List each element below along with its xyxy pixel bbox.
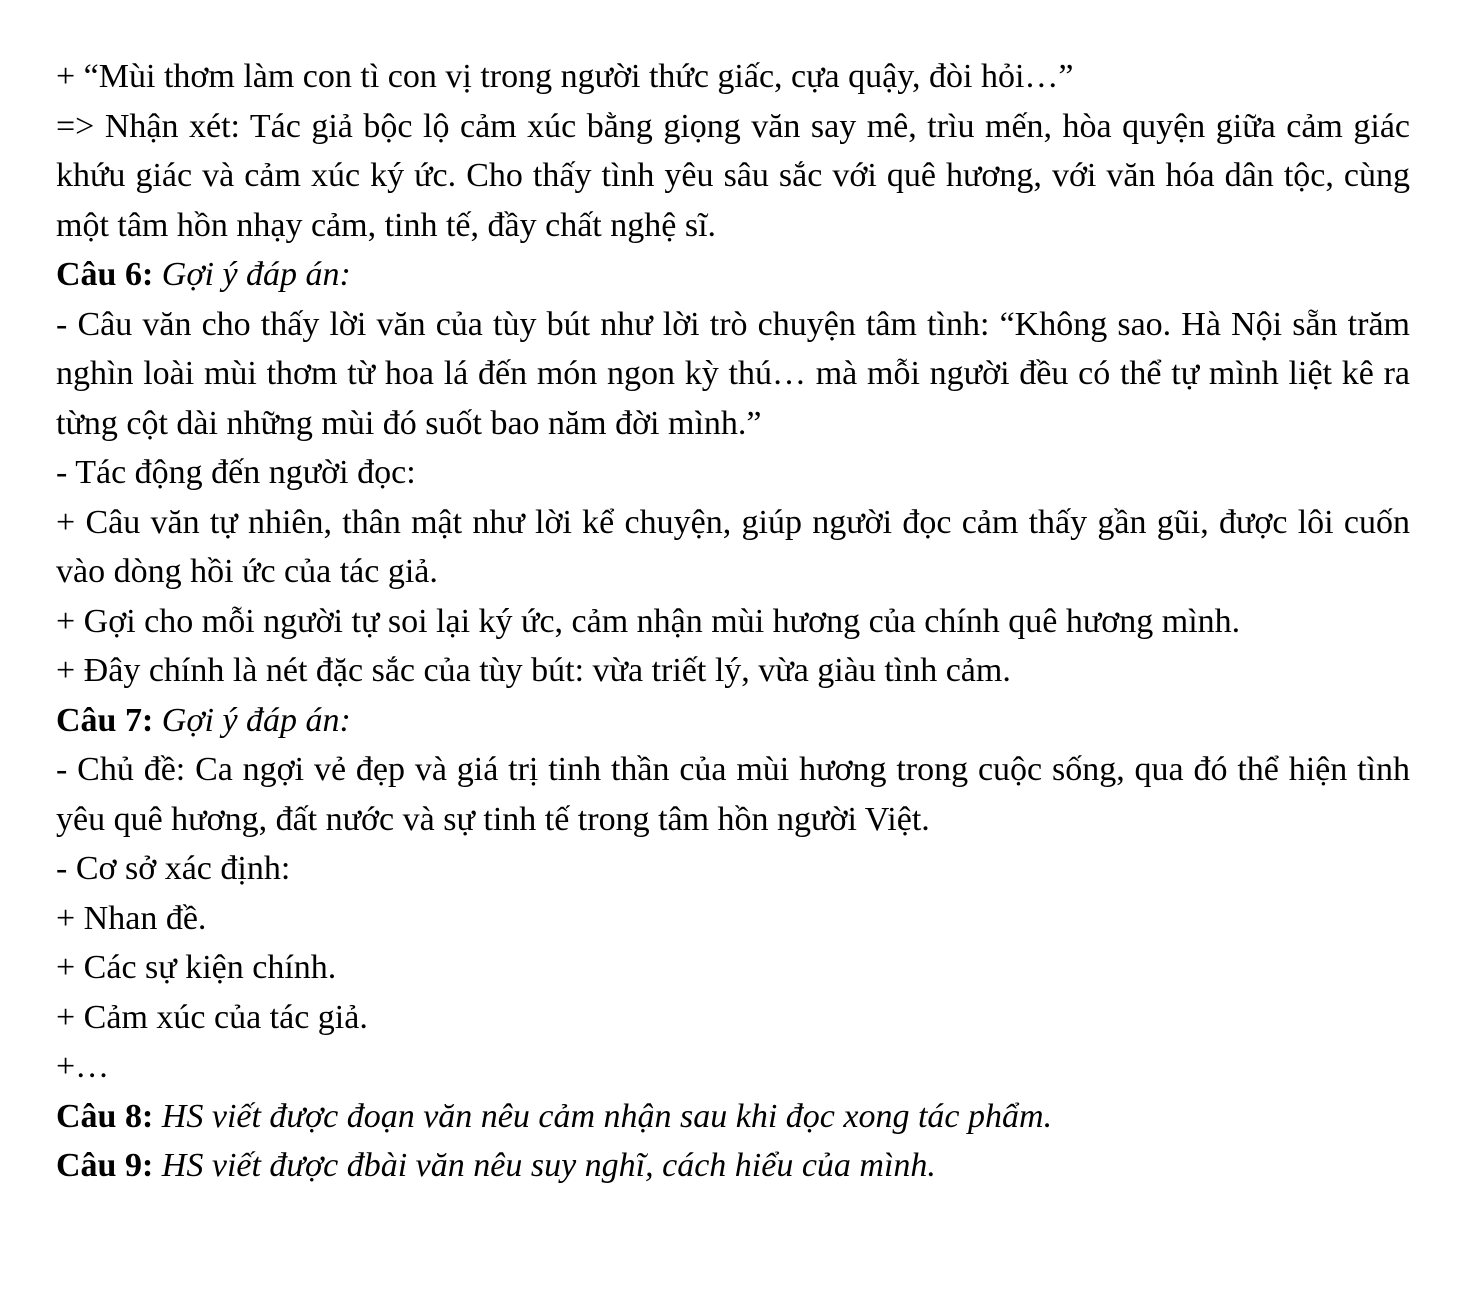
quote-line: + “Mùi thơm làm con tì con vị trong người thức giấc, cựa quậy, đòi hỏi…” [56, 58, 1074, 95]
question-8-line [56, 1092, 1410, 1142]
question-7-paragraph-4: + Các sự kiện chính. [56, 949, 337, 986]
question-7-heading [56, 696, 1410, 746]
remark-paragraph: => Nhận xét: Tác giả bộc lộ cảm xúc bằng giọng văn say mê, trìu mến, hòa quyện giữa cảm giác khứu giác và cảm xúc ký ức. Cho thấy tình yêu sâu sắc với quê hương, với văn hóa dân tộc, cùng một tâm hồn nhạy cảm, tinh tế, đầy chất nghệ sĩ. [56, 107, 1410, 244]
question-7-subtitle: Gợi ý đáp án: [153, 701, 351, 739]
question-6-paragraph-3: + Câu văn tự nhiên, thân mật như lời kể chuyện, giúp người đọc cảm thấy gần gũi, được lôi cuốn vào dòng hồi ức của tác giả. [56, 503, 1410, 590]
question-8-text: HS viết được đoạn văn nêu cảm nhận sau khi đọc xong tác phẩm. [153, 1097, 1053, 1135]
question-6-paragraph-5: + Đây chính là nét đặc sắc của tùy bút: vừa triết lý, vừa giàu tình cảm. [56, 652, 1011, 689]
question-7-label: Câu 7: [56, 701, 154, 739]
document-page [56, 52, 1410, 1191]
question-9-text: HS viết được đbài văn nêu suy nghĩ, cách hiểu của mình. [153, 1147, 936, 1184]
question-7-paragraph-3: + Nhan đề. [56, 899, 207, 937]
question-7-paragraph-6: +… [56, 1048, 110, 1085]
question-9-line [56, 1141, 1410, 1191]
question-6-paragraph-1: - Câu văn cho thấy lời văn của tùy bút như lời trò chuyện tâm tình: “Không sao. Hà Nội sẵn trăm nghìn loài mùi thơm từ hoa lá đến món ngon kỳ thú… mà mỗi người đều có thể tự mình liệt kê ra từng cột dài những mùi đó suốt bao năm đời mình.” [56, 305, 1410, 442]
question-9-label: Câu 9: [56, 1147, 154, 1184]
question-8-label: Câu 8: [56, 1097, 154, 1135]
question-6-label: Câu 6: [56, 256, 154, 293]
question-6-subtitle: Gợi ý đáp án: [153, 256, 351, 293]
question-7-paragraph-5: + Cảm xúc của tác giả. [56, 998, 368, 1036]
question-6-paragraph-2: - Tác động đến người đọc: [56, 454, 416, 491]
question-7-paragraph-2: - Cơ sở xác định: [56, 850, 291, 887]
question-6-paragraph-4: + Gợi cho mỗi người tự soi lại ký ức, cảm nhận mùi hương của chính quê hương mình. [56, 602, 1241, 640]
question-6-heading [56, 250, 1410, 300]
question-7-paragraph-1: - Chủ đề: Ca ngợi vẻ đẹp và giá trị tinh thần của mùi hương trong cuộc sống, qua đó thể hiện tình yêu quê hương, đất nước và sự tinh tế trong tâm hồn người Việt. [56, 751, 1410, 838]
